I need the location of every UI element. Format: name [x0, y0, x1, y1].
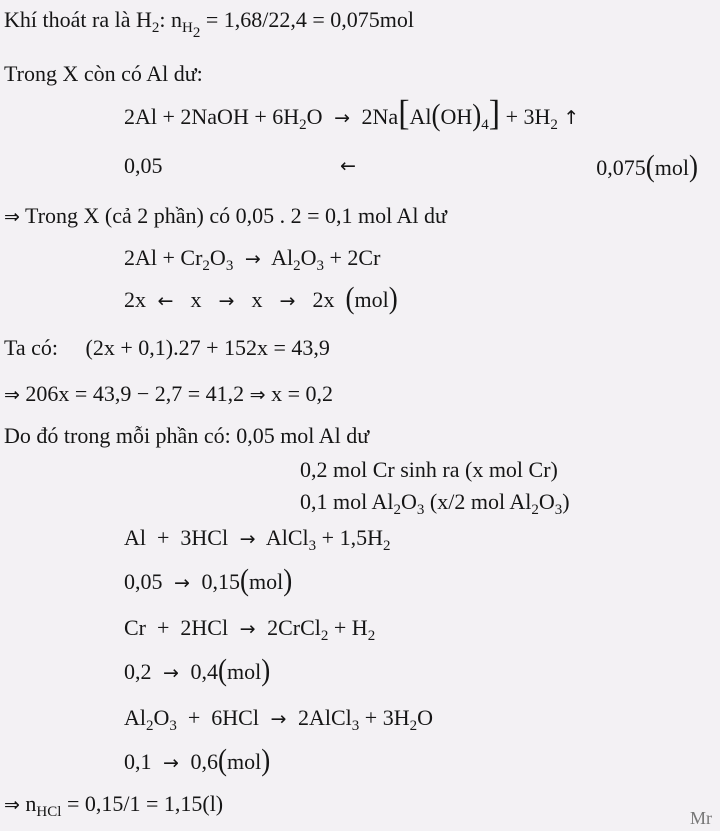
mole-ratio-cr-hcl: 0,2 → 0,4(mol) — [124, 653, 271, 687]
mole-ratio-al-naoh: 0,05 ← 0,075(mol) — [124, 149, 698, 183]
equation-al2o3-hcl: $Al_2O_3 + 6HCl$ → 2AlCl$_3$ + $3H_2O$ — [124, 705, 433, 734]
line-al2o3-formed: 0,1 mol $Al_2O_3$ (x/2 mol $Al_2O_3$) — [300, 489, 570, 518]
mole-ratio-al2o3-hcl: 0,1 → 0,6(mol) — [124, 743, 271, 777]
equation-al-cr2o3: $2Al + Cr_2O_3 \to Al_2O_3 + 2Cr$ — [124, 245, 381, 274]
line-al-excess: Trong X còn có Al dư: — [4, 61, 203, 86]
line-n-hcl-result: ⇒ $n_{HCl} = 0,15/1 = 1,15(l)$ — [4, 791, 224, 820]
mole-ratio-al-cr2o3: 2x ← x → x → 2x (mol) — [124, 281, 398, 315]
bleed-through-text: Mr — [690, 808, 712, 828]
equation-al-naoh: 2Al + 2NaOH + $6H_2O \to 2Na[Al(OH)_4] + 3H_2$ ↑ — [124, 94, 580, 133]
line-total-al: ⇒ Trong X (cả 2 phần) có 0,05 . 2 = 0,1 mol Al dư — [4, 203, 447, 228]
line-each-part: Do đó trong mỗi phần có: 0,05 mol Al dư — [4, 423, 370, 448]
mole-ratio-al-hcl: 0,05 → 0,15(mol) — [124, 563, 293, 597]
equation-al-hcl: Al + 3HCl → AlCl$_3$ + $1,5H_2$ — [124, 525, 391, 554]
line-mass-equation: Ta có: (2x + 0,1).27 + 152x = 43,9 — [4, 335, 330, 360]
line-cr-formed: 0,2 mol Cr sinh ra (x mol Cr) — [300, 457, 558, 482]
line-solve-x: ⇒ 206x = 43,9 − 2,7 = 41,2 ⇒ x = 0,2 — [4, 381, 333, 406]
line-h2-intro: Khí thoát ra là $H_2$: $n_{H_2} = 1,68/22,4 = 0,075mol$ — [4, 7, 414, 41]
equation-cr-hcl: Cr + 2HCl → 2CrCl$_2$ + $H_2$ — [124, 615, 376, 644]
